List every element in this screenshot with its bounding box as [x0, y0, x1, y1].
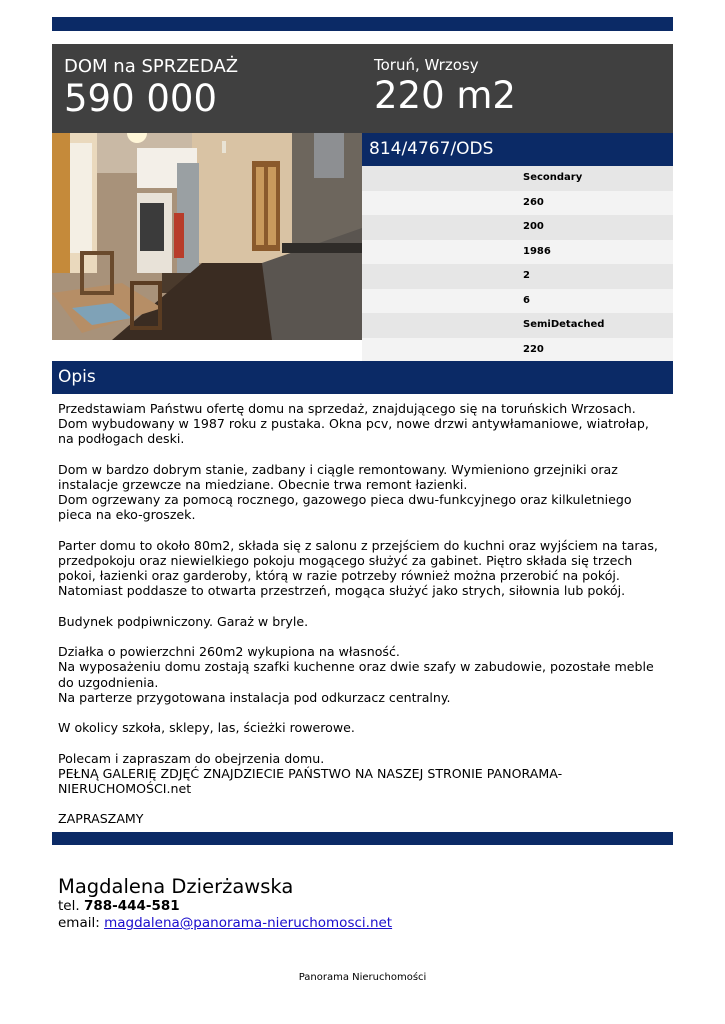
- desc-line: Dom w bardzo dobrym stanie, zadbany i ciągle remontowany. Wymieniono grzejniki oraz instalacje grzewcze na miedziane. Obecnie trwa remont łazienki.: [58, 461, 618, 492]
- agent-email-line: [58, 915, 392, 932]
- attribute-row: 260: [362, 191, 673, 216]
- attribute-row: SemiDetached: [362, 313, 673, 338]
- footer-company: Panorama Nieruchomości: [298, 972, 427, 983]
- property-photo: [52, 133, 362, 340]
- agent-name: Magdalena Dzierżawska: [58, 875, 294, 898]
- location: Toruń, Wrzosy: [374, 56, 479, 74]
- desc-line: Parter domu to około 80m2, składa się z salonu z przejściem do kuchni oraz wyjściem na taras, przedpokoju oraz niewielkiego pokoju mogącego służyć za gabinet. Piętro składa się trzech pokoi, łazienki oraz garderoby, którą w razie potrzeby również można przerobić na pokój. Natomiast poddasze to otwarta przestrzeń, mogąca służyć jako strych, siłownia lub pokój.: [58, 537, 658, 599]
- desc-line: Na wyposażeniu domu zostają szafki kuchenne oraz dwie szafy w zabudowie, pozostałe meble do uzgodnienia.: [58, 659, 654, 690]
- desc-line: Na parterze przygotowana instalacja pod odkurzacz centralny.: [58, 689, 451, 705]
- desc-line: ZAPRASZAMY: [58, 811, 144, 827]
- desc-line: Dom ogrzewany za pomocą rocznego, gazowego pieca dwu-funkcyjnego oraz kilkuletniego pieca na eko-groszek.: [58, 492, 632, 523]
- email-label: email:: [58, 915, 100, 931]
- bottom-accent-bar: [52, 832, 673, 845]
- desc-line: Przedstawiam Państwu ofertę domu na sprzedaż, znajdującego się na toruńskich Wrzosach. Dom wybudowany w 1987 roku z pustaka. Okna pcv, nowe drzwi antywłamaniowe, wiatrołap, na podłogach deski.: [58, 401, 649, 447]
- area: 220 m2: [374, 74, 516, 117]
- agent-phone[interactable]: 788-444-581: [83, 898, 180, 914]
- attribute-table: [362, 166, 673, 362]
- header-right: [374, 55, 516, 117]
- header-left: [64, 56, 238, 120]
- desc-line: W okolicy szkoła, sklepy, las, ścieżki rowerowe.: [58, 720, 355, 736]
- price: 590 000: [64, 77, 218, 120]
- description-body: [58, 401, 668, 827]
- desc-line: Działka o powierzchni 260m2 wykupiona na własność.: [58, 644, 400, 660]
- desc-line: PEŁNĄ GALERIĘ ZDJĘĆ ZNAJDZIECIE PAŃSTWO NA NASZEJ STRONIE PANORAMA-NIERUCHOMOŚCI.net: [58, 765, 563, 796]
- tel-label: tel.: [58, 898, 80, 914]
- desc-line: Polecam i zapraszam do obejrzenia domu.: [58, 750, 325, 766]
- attribute-row: 2: [362, 264, 673, 289]
- agent-email-link[interactable]: magdalena@panorama-nieruchomosci.net: [104, 915, 393, 931]
- attribute-row: Secondary: [362, 166, 673, 191]
- listing-header: [52, 44, 673, 133]
- reference-number: 814/4767/ODS: [362, 133, 673, 166]
- attribute-row: 6: [362, 289, 673, 314]
- top-accent-bar: [52, 17, 673, 31]
- agent-phone-line: [58, 898, 392, 915]
- agent-contact: [58, 876, 392, 932]
- desc-line: Budynek podpiwniczony. Garaż w bryle.: [58, 613, 309, 629]
- attribute-row: 200: [362, 215, 673, 240]
- offer-type: DOM na SPRZEDAŻ: [64, 56, 239, 77]
- attribute-row: 220: [362, 338, 673, 363]
- description-heading: Opis: [52, 361, 673, 394]
- attribute-row: 1986: [362, 240, 673, 265]
